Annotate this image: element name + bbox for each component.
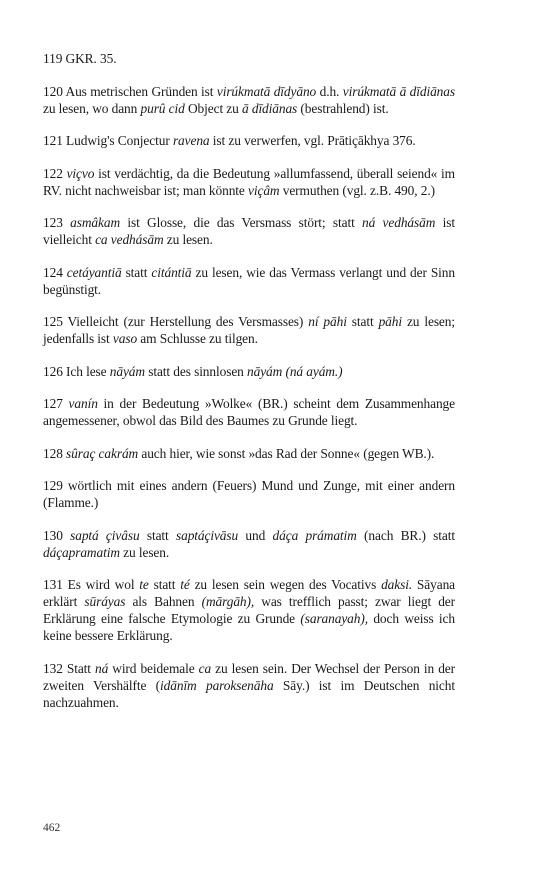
footnote-number: 131 <box>43 577 63 592</box>
footnote-text: Es wird wol <box>67 577 140 592</box>
italic-term: vaso <box>112 331 138 346</box>
footnote-text: zu lesen sein. Der Wechsel der Person in der zweiten Vershälfte ( <box>43 660 456 693</box>
footnote-121 <box>43 132 455 149</box>
footnote-number: 129 <box>43 478 63 493</box>
italic-term: dáçapramatim <box>43 544 120 560</box>
footnote-text: GKR. 35. <box>65 51 117 66</box>
footnote-130 <box>43 527 455 561</box>
footnote-text: Sāyana erklärt <box>43 577 456 609</box>
italic-term: ca vedhásām <box>95 232 164 247</box>
footnote-text: Ich lese <box>66 363 110 379</box>
italic-term: nāyám (ná ayám.) <box>247 363 343 379</box>
footnote-text: statt des sinnlosen <box>144 363 248 379</box>
italic-term: vanín <box>68 396 98 411</box>
footnote-text: ist vielleicht <box>43 215 455 247</box>
footnote-text: zu lesen, wie das Vermass verlangt und der Sinn begünstigt. <box>43 264 455 297</box>
footnote-number: 122 <box>43 165 63 181</box>
footnote-129 <box>43 477 455 511</box>
italic-term: ā dīdiānas <box>242 100 298 116</box>
footnote-text: wird beidemale <box>108 660 199 676</box>
footnote-125 <box>43 313 455 347</box>
italic-term: purû cid <box>140 100 185 116</box>
footnote-number: 125 <box>43 314 63 329</box>
footnote-text: statt <box>346 314 379 329</box>
footnote-text: statt <box>139 527 176 543</box>
footnote-text: am Schlusse zu tilgen. <box>137 331 258 346</box>
italic-term: ní pāhi <box>308 314 347 329</box>
italic-term: sūráyas <box>84 594 126 609</box>
italic-term: viçâm <box>248 182 280 198</box>
footnote-text: wörtlich mit eines andern (Feuers) Mund und Zunge, mit einer andern (Flamme.) <box>43 478 455 510</box>
footnote-text: auch hier, wie sonst »das Rad der Sonne« (gegen WB.). <box>138 445 435 461</box>
italic-term: te <box>139 577 149 592</box>
footnote-text: ist verdächtig, da die Bedeutung »allumfassend, überall seiend« im RV. nicht nachweisbar ist; man könnte <box>43 165 455 198</box>
italic-term: saptáçivāsu <box>175 527 239 543</box>
italic-term: (mārgāh), <box>201 594 255 609</box>
footnote-text: Vielleicht (zur Herstellung des Versmasses) <box>67 314 309 329</box>
footnote-text: Ludwig's Conjectur <box>66 133 173 148</box>
footnote-number: 120 <box>43 83 63 99</box>
footnote-text: doch weiss ich keine bessere Erklärung. <box>43 611 455 643</box>
footnote-number: 127 <box>43 396 63 411</box>
italic-term: té <box>180 577 190 592</box>
footnote-text: als Bahnen <box>125 594 202 609</box>
footnote-text: ist Glosse, die das Versmass stört; statt <box>120 215 363 230</box>
footnote-text: zu lesen. <box>163 232 213 247</box>
italic-term: ná <box>94 660 109 676</box>
footnote-text: zu lesen sein wegen des Vocativs <box>189 577 382 592</box>
footnote-124 <box>43 264 455 298</box>
footnote-number: 130 <box>43 527 63 543</box>
italic-term: ca <box>198 660 212 676</box>
footnote-text: Sāy.) ist im Deutschen nicht nachzuahmen. <box>43 677 455 710</box>
footnote-text: was trefflich passt; zwar liegt der Erklärung eine falsche Etymologie zu Grunde <box>43 594 455 626</box>
footnote-number: 128 <box>43 445 63 461</box>
footnote-text: und <box>238 527 273 543</box>
italic-term: nāyám <box>109 363 145 379</box>
footnote-text: Statt <box>66 660 95 676</box>
italic-term: virúkmatā dīdyāno <box>216 83 317 99</box>
footnote-number: 124 <box>43 264 63 280</box>
italic-term: asmâkam <box>70 215 121 230</box>
footnote-123 <box>43 214 455 248</box>
footnote-text: in der Bedeutung »Wolke« (BR.) scheint dem Zusammenhange angemessener, obwol das Bild des Baumes zu Grunde liegt. <box>43 396 455 428</box>
italic-term: idānīm paroksenāha <box>160 677 274 693</box>
footnote-number: 126 <box>43 363 63 379</box>
italic-term: pāhi <box>378 314 402 329</box>
italic-term: ná vedhásām <box>362 215 436 230</box>
footnote-131 <box>43 576 455 644</box>
italic-term: virúkmatā ā dīdiānas <box>342 83 455 99</box>
footnote-text: zu lesen, wo dann <box>43 100 141 116</box>
footnote-text: zu lesen. <box>119 544 170 560</box>
footnote-128 <box>43 445 455 462</box>
footnote-127 <box>43 395 455 429</box>
footnote-text: ist zu verwerfen, vgl. Prātiçākhya 376. <box>209 133 416 148</box>
italic-term: citántiā <box>151 264 192 280</box>
footnote-text: d.h. <box>316 83 343 99</box>
footnote-text: statt <box>148 577 181 592</box>
footnote-text: (nach BR.) statt <box>356 527 455 543</box>
italic-term: sûraç cakrám <box>66 445 139 461</box>
footnote-text: (bestrahlend) ist. <box>297 100 389 116</box>
footnote-number: 121 <box>43 133 63 148</box>
footnote-number: 119 <box>43 51 63 66</box>
italic-term: cetáyantiā <box>66 264 122 280</box>
footnote-text: Aus metrischen Gründen ist <box>65 83 217 99</box>
footnote-119 <box>43 50 455 67</box>
footnote-text: Object zu <box>184 100 242 116</box>
italic-term: ravena <box>172 133 210 148</box>
footnote-120 <box>43 83 455 117</box>
footnote-text: vermuthen (vgl. z.B. 490, 2.) <box>279 182 435 198</box>
italic-term: dáça prámatim <box>272 527 357 543</box>
italic-term: daksi. <box>381 577 413 592</box>
footnote-text: statt <box>121 264 152 280</box>
footnote-text: zu lesen; jedenfalls ist <box>43 314 455 346</box>
footnote-number: 132 <box>43 660 63 676</box>
footnotes-list <box>43 50 455 726</box>
footnote-122 <box>43 165 455 199</box>
footnote-132 <box>43 660 455 711</box>
footnote-number: 123 <box>43 215 63 230</box>
page-number: 462 <box>43 822 61 834</box>
italic-term: (saranayah), <box>300 611 368 626</box>
italic-term: saptá çivâsu <box>70 527 140 543</box>
footnote-126 <box>43 363 455 380</box>
italic-term: viçvo <box>66 165 95 181</box>
